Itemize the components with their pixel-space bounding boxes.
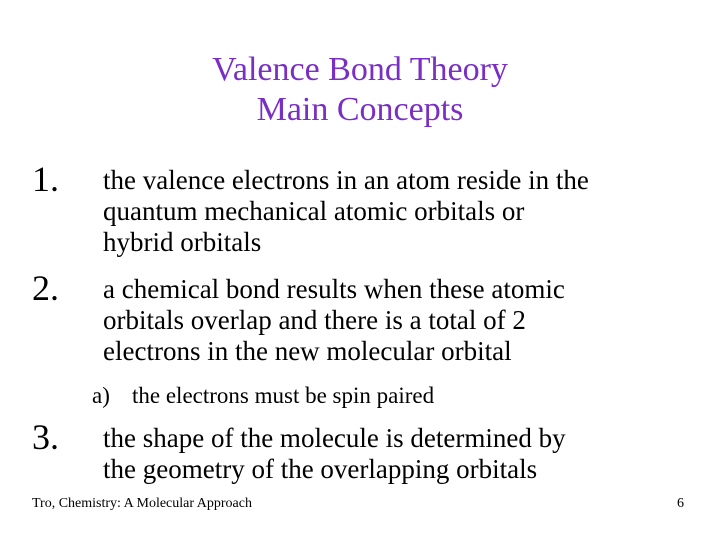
list-text-line: a chemical bond results when these atomic (103, 274, 565, 304)
list-text-line: the valence electrons in an atom reside in the (103, 165, 589, 195)
slide-title-line-1: Valence Bond Theory (212, 51, 508, 88)
page-number: 6 (677, 496, 684, 511)
list-number: 3. (32, 417, 59, 457)
list-text-line: quantum mechanical atomic orbitals or (103, 196, 525, 226)
list-number: 2. (32, 268, 59, 308)
list-item-text (103, 423, 566, 485)
footer-source: Tro, Chemistry: A Molecular Approach (32, 496, 252, 511)
slide-title (0, 50, 720, 130)
list-item-text (103, 274, 565, 367)
slide-title-line-2: Main Concepts (256, 91, 464, 128)
list-number: 1. (32, 159, 59, 199)
sub-list-item (92, 382, 434, 410)
list-text-line: the geometry of the overlapping orbitals (103, 454, 538, 484)
sub-list-marker: a) (92, 383, 110, 408)
list-text-line: hybrid orbitals (103, 227, 262, 257)
list-text-line: the shape of the molecule is determined by (103, 423, 566, 453)
list-item-text (103, 165, 589, 258)
sub-list-text: the electrons must be spin paired (132, 383, 435, 408)
list-text-line: electrons in the new molecular orbital (103, 336, 512, 366)
list-text-line: orbitals overlap and there is a total of 2 (103, 305, 526, 335)
